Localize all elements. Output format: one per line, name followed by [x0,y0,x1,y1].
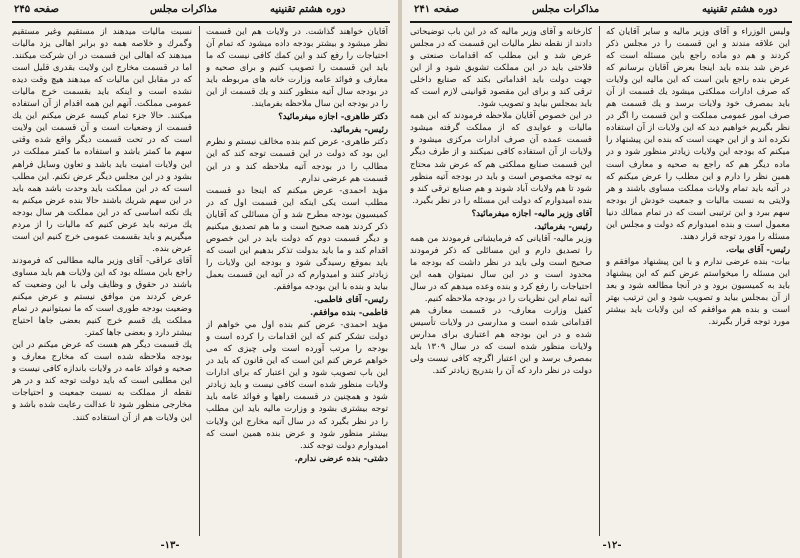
right-col1-paragraph: كفيل وزارت معارف- در قسمت معارف هم اقداماتى شده است و مدارسى در ولايات تأسيس شده و در اين بودجه هم اعتبارى براى مدارس ولايات منظور شده است كه در سال ۱۳۰۹ بايد بمصرف برسد و اين اعتبار اگرچه كافى نيست ولى دولت در نظر دارد كه آن را بتدريج زيادتر كند. [410,306,592,377]
right-page-header [402,4,800,20]
left-col2-paragraph: آقايان خواهند گذاشت. در ولايات هم اين قسمت نظر ميشود و بيشتر بودجه داده ميشود كه تمام آن احتياجات را رفع كند و اين كمك كافى نيست كه ما بايد اين قسمت را تصويب كنيم و براى صحيه و معارف و فوائد عامه وزارت خانه هاى مربوطه بايد در بودجه سال آتيه منظور كنند و يك قسمت از اين را در بودجه اين سال ملاحظه بفرمايند. [206,27,388,110]
right-col1-paragraph: كارخانه و آقاى وزير ماليه كه در اين باب توضيحاتى دادند از نقطه نظر ماليات اين قسمت كه در مجلس عرض شد و اين مطلب كه اقدامات صنعتى و فلاحتى بايد در اين مملكت تشويق شود و از اين جهت دولت بايد اقداماتى بكند كه صنايع داخلى ترقى كند و براى اين مقصود قوانينى لازم است كه بايد بمجلس بيايد و تصويب شود. [410,27,592,110]
speaker-line: دكتر طاهرى- اجازه ميفرمائيد؟ [278,112,388,123]
right-col1-paragraph: در اين خصوص آقايان ملاحظه فرمودند كه اين همه ماليات و عوايدى كه از مملكت گرفته ميشود قسمت عمده آن صرف ادارات مركزى ميشود و ولايات از آن استفاده كافى نميكنند و از طرف ديگر اين قسمت صنايع مملكتى هم كه عرض شد محتاج به توجه مخصوص است و بايد در بودجه آتيه منظور شود تا هم ولايات آباد شوند و هم صنايع ترقى كند و بنده اميدوارم كه دولت اين مسئله را در نظر بگيرد. [410,111,592,206]
speaker-line: دشتى- بنده عرضى ندارم. [294,453,388,464]
left-col2-paragraph: مؤيد احمدى- عرض ميكنم كه اينجا دو قسمت مطلب است يكى اينكه اين قسمت اول كه در كميسيون بودجه مطرح شد و آن مسائلى كه آقايان ذكر كردند همه صحيح است و ما هم تصديق ميكنيم و ديگر قسمت دوم كه دولت بايد در اين خصوص اقدام كند و ما بايد بدولت تذكر بدهيم اين است كه بايد بموقع رسيدگى شود و بودجه اين ولايات را زيادتر كنند و اميدوارم كه در آتيه اين قسمت بعمل بيايد و بنده با اين بودجه موافقم. [206,185,388,292]
left-page-header [0,4,398,20]
left-column-divider [199,26,200,536]
speaker-line: آقاى وزير ماليه- اجازه ميفرمائيد؟ [471,208,592,219]
right-page-number: -۱۲- [602,540,622,551]
left-header-rule [12,21,390,23]
speaker-line: رئيس- بفرمائيد. [330,125,388,136]
left-page-number: -۱۳- [160,540,180,551]
right-page-column-inner [410,26,592,536]
speaker-line: رئيس- آقاى فاطمى. [313,295,388,306]
speaker-line: فاطمى- بنده موافقم. [310,308,388,319]
right-col1-paragraph: وزير ماليه- آقايانى كه فرمايشاتى فرمودند من همه را تصديق دارم و اين مسائلى كه ذكر فرمودند صحيح است ولى بايد در نظر داشت كه بودجه ما محدود است و در اين سال نميتوان همه اين احتياجات را رفع كرد و بنده وعده ميدهم كه در سال آتيه تمام اين نظريات را در بودجه ملاحظه كنيم. [410,233,592,305]
left-header-page-label: صفحه ۲۴۵ [14,4,59,15]
speaker-line: رئيس- آقاى بيات. [725,244,790,255]
right-page [402,0,800,558]
right-column-divider [599,26,600,536]
right-header-page-label: صفحه ۲۴۱ [414,4,459,15]
right-header-session: دوره هشتم تقنینیه [702,4,778,15]
left-page [0,0,398,558]
left-header-title: مذاکرات مجلس [150,4,218,15]
left-col1-paragraph: نسبت ماليات ميدهند از مستقيم وغير مستقيم وگمرك و خلاصه همه دو برابر اهالى يزد ماليات ميدهند كه اهالى اين قسمت در ان شركت ميكنند. اما در قسمت مخارج اين ولايت بقدرى قليل است كه در مقابل اين ماليات كه ميدهند هيچ وقت ديده نشده است و اينكه بايد بقسمت خرج ماليات عمومى مملكت. آنهم اين همه اقدام از آن استفاده ميكنند. حالا جزء تمام كيسه عرض ميكنم اين يك قسمت از وضعيات است و آن قسمت اين ولايت است كه در تحت قسمت ديگر واقع شده وقتى سهم ما كمتر باشد و استفاده ما كمتر مملكت در اين ولايات امنيت بايد باشد و تعاون وسايل فراهم بشود و در اين مجلس ديگر عرض نكنم. اين مطلب است كه در اين مملكت بايد وحدت باشد همه بايد در اين سهم شريك باشند حالا بنده عرض ميكنم به يك نكته اساسى كه در اين مملكت هر سال بودجه يك مرتبه بايد عرض كنيم كه ماليات را از مردم ميگيريم و بايد بقسمت عمومى خرج كنيم اين است عرض بنده. [12,27,192,254]
right-col2-paragraph: بيات- بنده عرضى ندارم و با اين پيشنهاد موافقم و اين مسئله را ميخواستم عرض كنم كه اين پيشنهاد بايد به كميسيون برود و در آنجا مطالعه شود و بعد از آن بمجلس بيايد و تصويب شود و اين ترتيب بهتر است و بنده هم موافقم كه اين ولايات بايد بيشتر مورد توجه قرار بگيرند. [606,256,790,328]
right-header-title: مذاكرات مجلس [532,4,600,15]
left-col1-paragraph: يك قسمت ديگر هم هست كه عرض ميكنم در اين بودجه ملاحظه شده است كه مخارج معارف و صحيه و فوائد عامه در ولايات باندازه كافى نيست و اين مطلبى است كه بايد دولت توجه كند و در هر نقطه از مملكت به نسبت جمعيت و احتياجات مخارجى منظور شود تا عدالت رعايت شده باشد و اين ولايات هم از آن استفاده كنند. [12,340,192,423]
left-page-column-outer [12,26,192,536]
left-col2-paragraph: دكتر طاهرى- عرض كنم بنده مخالف نيستم و نظرم اين بود كه دولت در اين قسمت توجه كند كه اين مطالب را در بودجه آتيه ملاحظه كند و در اين قسمت هم عرضى ندارم. [206,137,388,184]
left-header-session: دوره هشتم تقنینیه [270,4,346,15]
speaker-line: رئيس- بفرمائيد. [534,221,592,232]
left-col1-paragraph: آقاى عراقى- آقاى وزير ماليه مطالبى كه فرمودند راجع باين مسئله بود كه اين ولايات هم بايد مساوى باشند در حقوق و وظايف ولى با اين وضعيت كه عرض كردند من موافق نيستم و عرض ميكنم وضعيت بودجه طورى است كه ما نميتوانيم در تمام مملكت يك قسم خرج كنيم بعضى جاها احتياج بيشتر دارد و بعضى جاها كمتر. [12,255,192,339]
left-col2-paragraph: مؤيد احمدى- عرض كنم بنده اول مي خواهم از دولت تشكر كنم كه اين اقدامات را كرده است و بودجه را مرتب آورده است ولى چيزى كه مى خواهم عرض كنم اين است كه اين قانون كه بايد در اين باب تصويب شود و اين اعتبار كه براى ادارات ولايات منظور شده است كافى نيست و بايد زيادتر شود و همچنين در قسمت راهها و فوائد عامه بايد توجه بيشترى بشود و وزارت ماليه بايد اين مطلب را در نظر بگيرد كه در سال آتيه مخارج اين ولايات بيشتر منظور شود و عرض بنده همين است كه اميدوارم دولت توجه كند. [206,320,388,451]
right-page-column-outer [606,26,790,536]
right-col2-paragraph: وليس الوزراء و آقاى وزير ماليه و ساير آقايان كه اين علاقه مندند و اين قسمت را در مجلس ذكر كردند و هم دو ماده راجع باين مسئله است كه عرض شد بنده بايد اينجا بعرض آقايان برسانم كه عرض بنده راجع باين است كه اين ماليه اين ولايات كه صرف ادارات مملكتى ميشود يك قسمت از آن بايد بمصرف خود ولايات برسد و يك قسمت هم صرف امور عمومى مملكت و اين قسمت را اگر در نظر بگيريم خواهيم ديد كه اين ولايات از آن استفاده نكرده اند و از اين جهت است كه بنده اين پيشنهاد را ميكنم كه بودجه اين ولايات زيادتر منظور شود و در ماده ديگر هم كه راجع به صحيه و معارف است همين نظر را دارم و اين مطلب را عرض ميكنم كه در آتيه بايد تمام ولايات مملكت مساوى باشند و هر ولايتى به نسبت ماليات و جمعيت خودش از بودجه سهم ببرد و اين ترتيبى است كه در تمام ممالك دنيا معمول است و بنده اميدوارم كه دولت و مجلس اين مسئله را مورد توجه قرار دهند. [606,27,790,242]
right-header-rule [410,21,792,23]
left-page-column-inner [206,26,388,536]
